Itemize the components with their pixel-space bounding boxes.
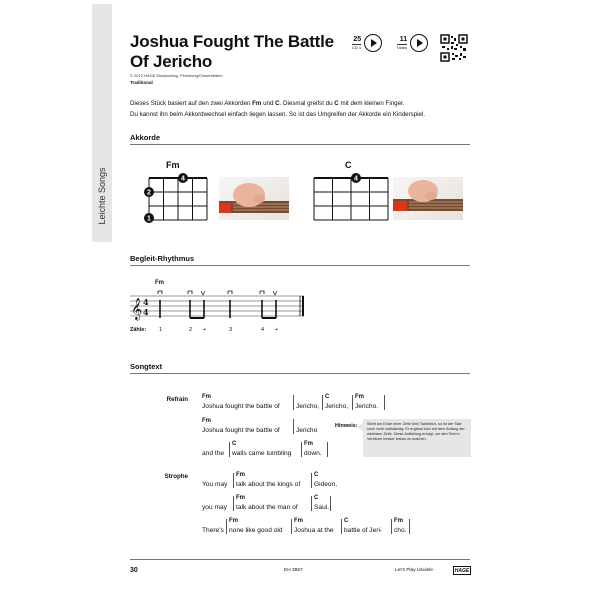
- svg-text:4: 4: [143, 297, 149, 307]
- bar-line: [384, 395, 385, 410]
- hage-logo-icon: HAGE: [454, 568, 470, 574]
- strophe-label: Strophe: [164, 473, 188, 480]
- svg-text:𝄞: 𝄞: [131, 298, 143, 320]
- finger-number: 1: [147, 215, 151, 223]
- section-heading-rhythm: Begleit-Rhythmus: [130, 254, 195, 263]
- chord-symbol: Fm: [304, 441, 313, 447]
- hint-box: [363, 419, 471, 457]
- page-number: 30: [130, 567, 138, 574]
- svg-text:4: 4: [143, 307, 149, 317]
- bar-line: [341, 519, 342, 534]
- composer-credit: Traditional: [130, 80, 153, 85]
- lyric-text: Saul.: [314, 504, 330, 511]
- lyric-text: Jericho.: [355, 403, 379, 410]
- rhythm-staff: [128, 288, 308, 328]
- lyric-text: and the: [202, 450, 224, 457]
- qr-code-icon[interactable]: [440, 34, 468, 62]
- section-divider: [130, 373, 470, 374]
- refrain-label: Refrain: [166, 396, 188, 403]
- chord-diagram-c: [304, 170, 394, 226]
- book-title: Let's Play Ukulele: [395, 568, 433, 573]
- section-divider: [130, 265, 470, 266]
- bar-line: [293, 419, 294, 434]
- finger-number: 4: [181, 175, 185, 183]
- chord-symbol: C: [232, 441, 237, 447]
- chord-symbol: C: [314, 495, 319, 501]
- bar-line: [322, 395, 323, 410]
- count-label: Zähle:: [130, 327, 147, 333]
- section-heading-akkorde: Akkorde: [130, 133, 161, 142]
- lyric-text: walls came tumbling: [232, 450, 292, 457]
- chord-symbol: Fm: [202, 418, 211, 424]
- cd-track-number: 25: [353, 36, 362, 43]
- chord-symbol: Fm: [236, 472, 245, 478]
- lyric-text: Joshua fought the battle of: [202, 403, 280, 410]
- bar-line: [291, 519, 292, 534]
- chord-symbol: Fm: [394, 518, 403, 524]
- intro-line-2: Du kannst ihn beim Akkordwechsel einfach liegen lassen. So ist das Umgreifen der Akkorde ein Kinderspiel.: [130, 111, 426, 118]
- section-divider: [130, 144, 470, 145]
- lyric-text: Jericho: [296, 427, 318, 434]
- intro-text: [130, 98, 475, 120]
- edition-code: EH 3857: [284, 568, 303, 573]
- bar-line: [327, 442, 328, 457]
- hint-text: Steht am Ende einer Zeile kein Taktstrich, so ist der Takt noch nicht vollständig. Er ergänzt sich mit dem Anfang der nächsten Zeile. Diese Aufteilung erfolgt, um den Text in Versform besser lesbar zu machen.: [367, 422, 465, 441]
- chord-photo-c: [393, 177, 463, 220]
- chord-symbol: Fm: [229, 518, 238, 524]
- chord-symbol: Fm: [202, 394, 211, 400]
- chord-symbol: Fm: [236, 495, 245, 501]
- bar-line: [311, 473, 312, 488]
- video-button[interactable]: [397, 34, 428, 52]
- lyric-text: Joshua fought the battle of: [202, 427, 280, 434]
- video-number: 11: [399, 36, 408, 43]
- lyric-text: Gideon,: [314, 481, 338, 488]
- lyric-text: cho.: [394, 527, 407, 534]
- bar-line: [233, 496, 234, 511]
- count-mark: 1: [159, 327, 163, 333]
- bar-line: [330, 496, 331, 511]
- bar-line: [226, 519, 227, 534]
- play-icon[interactable]: [364, 34, 382, 52]
- chord-symbol: C: [314, 472, 319, 478]
- chord-symbol: C: [344, 518, 349, 524]
- chord-name-c: C: [345, 160, 352, 170]
- chord-name-fm: Fm: [166, 160, 180, 170]
- play-icon[interactable]: [410, 34, 428, 52]
- hint-label: Hinweis:: [335, 423, 358, 429]
- cd-track-button[interactable]: [352, 34, 382, 52]
- bar-line: [233, 473, 234, 488]
- bar-line: [391, 519, 392, 534]
- bar-line: [293, 395, 294, 410]
- side-tab-label: Leichte Songs: [97, 167, 107, 225]
- count-mark: +: [275, 327, 279, 333]
- count-mark: 4: [261, 327, 265, 333]
- finger-number: 2: [147, 189, 151, 197]
- copyright-note: © 2012 HAGE Musikverlag, Pinneberg/Ostwestfalen: [130, 73, 223, 78]
- bar-line: [301, 442, 302, 457]
- count-mark: 2: [189, 327, 193, 333]
- lyric-text: There's: [202, 527, 224, 534]
- count-mark: 3: [229, 327, 233, 333]
- chord-symbol: Fm: [355, 394, 364, 400]
- song-title-line-1: Joshua Fought The Battle: [130, 32, 334, 51]
- lyric-text: Jericho,: [296, 403, 320, 410]
- rhythm-chord-fm: Fm: [155, 280, 164, 286]
- count-mark: +: [203, 327, 207, 333]
- bar-line: [409, 519, 410, 534]
- lyric-text: talk about the man of: [236, 504, 298, 511]
- lyric-text: Joshua at the: [294, 527, 334, 534]
- bar-line: [229, 442, 230, 457]
- song-title-line-2: Of Jericho: [130, 52, 213, 71]
- song-title: [130, 32, 334, 72]
- bar-line: [352, 395, 353, 410]
- intro-line-1: Dieses Stück basiert auf den zwei Akkorden Fm und C. Diesmal greifst du C mit dem kleinen Finger.: [130, 100, 405, 107]
- lyric-text: you may: [202, 504, 227, 511]
- lyric-text: Jericho,: [325, 403, 349, 410]
- video-label: Video: [397, 45, 408, 50]
- chord-photo-fm: [219, 177, 289, 220]
- lyric-text: battle of Jeri-: [344, 527, 383, 534]
- section-heading-songtext: Songtext: [130, 362, 163, 371]
- chord-symbol: Fm: [294, 518, 303, 524]
- bar-line: [311, 496, 312, 511]
- chord-diagram-fm: [139, 170, 219, 226]
- footer-divider: [130, 559, 470, 560]
- lyric-text: talk about the kings of: [236, 481, 301, 488]
- finger-number: 4: [354, 175, 358, 183]
- chord-symbol: C: [325, 394, 330, 400]
- lyric-text: You may: [202, 481, 228, 488]
- lyric-text: none like good old: [229, 527, 283, 534]
- lyric-text: down.: [304, 450, 322, 457]
- cd-label: CD 1: [352, 45, 362, 50]
